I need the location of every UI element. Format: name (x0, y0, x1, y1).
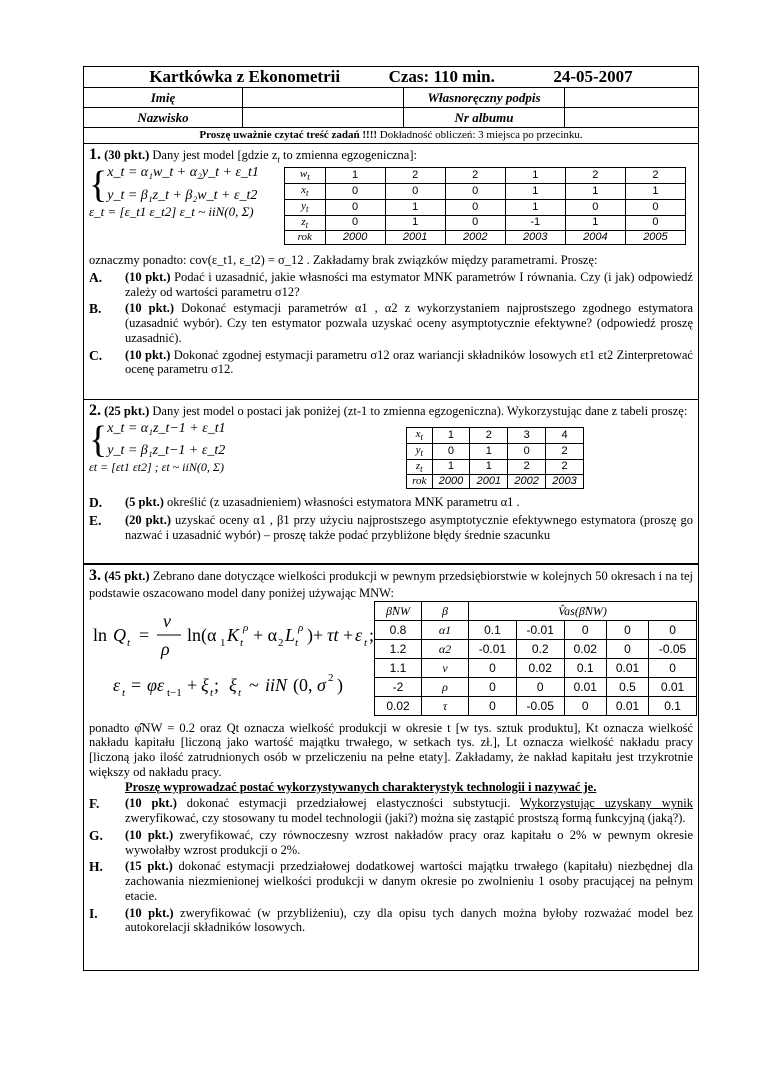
task-3-table-row (375, 639, 697, 658)
task-3-number: 3. (89, 567, 101, 585)
task-3-table-cell: 0.1 (469, 620, 517, 639)
task-3-table-cell: -2 (375, 677, 422, 696)
task-1-table-row (285, 231, 686, 245)
nazwisko-field[interactable] (243, 108, 404, 128)
task-1-table-row-label: $z_t$ (285, 215, 326, 231)
svg-text:;: ; (214, 674, 220, 695)
svg-text:t: t (295, 636, 299, 649)
task-1-table-row-label: $x_t$ (285, 183, 326, 199)
task-2-D (89, 495, 693, 511)
header-title-row (84, 67, 699, 88)
task-2-table-cell: 0 (508, 443, 546, 459)
svg-text:ρ: ρ (298, 621, 304, 634)
task-3 (83, 564, 699, 971)
task-2-table-cell: 2 (546, 443, 584, 459)
task-3-table-cell: -0.01 (516, 620, 564, 639)
imie-label: Imię (84, 88, 243, 108)
task-2-points: (25 pkt.) (104, 404, 150, 419)
task-3-table-cell: 0.1 (564, 658, 606, 677)
task-2-D-label: D. (89, 494, 103, 510)
svg-text:(0,: (0, (293, 674, 313, 695)
task-1-B-label: B. (89, 301, 102, 317)
task-3-F-text2: Wykorzystując uzyskany wynik (519, 796, 693, 811)
task-2-table-cell: 2 (546, 459, 584, 475)
exam-date: 24-05-2007 (553, 67, 633, 86)
task-1-C-points: (10 pkt.) (125, 347, 171, 362)
task-2-equations (89, 421, 226, 474)
task-2-brace: { (89, 419, 108, 462)
task-1-C-text: Dokonać zgodnej estymacji parametru σ12 oraz wariancji składników losowych εt1 εt2 Zinterpretować ocenę parametru σ12. (125, 347, 693, 377)
task-2-table-cell: 1 (470, 443, 508, 459)
task-3-col-param: β (422, 601, 469, 620)
task-3-F-text1: dokonać estymacji przedziałowej elastyczności substytucji. (186, 796, 511, 811)
task-1-table-cell: 2002 (445, 231, 505, 245)
task-3-table-cell: 0 (606, 620, 648, 639)
task-3-F-points: (10 pkt.) (125, 796, 177, 811)
task-1-A (89, 270, 693, 300)
task-3-F (89, 796, 693, 826)
task-1-table-cell: 0 (565, 199, 625, 215)
task-3-table-cell: 0 (469, 677, 517, 696)
task-3-table-cell: ν (422, 658, 469, 677)
task-1-table-cell: 2005 (625, 231, 685, 245)
task-1-C-label: C. (89, 347, 103, 363)
svg-text:+: + (187, 674, 198, 695)
svg-text:ν: ν (163, 610, 171, 631)
task-3-col-variance: V̂as(β̂NW) (469, 601, 697, 620)
task-3-H-points: (15 pkt.) (125, 859, 173, 874)
nazwisko-label: Nazwisko (84, 108, 243, 128)
task-1-eq1: x_t = α₁w_t + α₂y_t + ε_t1 (107, 165, 259, 181)
task-1-brace: { (89, 163, 108, 206)
task-3-model (89, 601, 693, 721)
task-3-table-cell: 0.01 (564, 677, 606, 696)
task-1-table-cell: 1 (565, 183, 625, 199)
task-2-table-row-label: $z_t$ (407, 459, 433, 475)
svg-text:ρ: ρ (243, 621, 249, 634)
svg-text:ε: ε (355, 624, 363, 645)
task-1-points: (30 pkt.) (104, 148, 150, 163)
task-3-table-cell: 0 (606, 639, 648, 658)
task-2-E-label: E. (89, 512, 102, 528)
task-3-table-cell: 1.1 (375, 658, 422, 677)
task-1-B-text: Dokonać estymacji parametrów α1 , α2 z wykorzystaniem najprostszego zgodnego estymatora (uzasadnić wybór). Czy ten estymator pozwala uzyskać oceny asymptotycznie efektywne? (odpowiedź proszę uzasadnić). (125, 301, 693, 345)
task-3-table-row (375, 696, 697, 715)
svg-text:K: K (227, 624, 240, 645)
task-1-table-row-label: rok (285, 231, 326, 245)
task-1-table-cell: 1 (385, 215, 445, 231)
task-1-intro-sub: t (277, 154, 280, 165)
task-1-table-cell: 0 (625, 199, 685, 215)
exam-sheet (83, 66, 699, 971)
svg-text:1: 1 (220, 636, 226, 649)
task-1-table-cell: 1 (385, 199, 445, 215)
task-2-table-cell: 2001 (470, 475, 508, 489)
task-1-table-cell: -1 (505, 215, 565, 231)
task-2-table-cell: 3 (508, 427, 546, 443)
task-2-table-cell: 1 (432, 459, 470, 475)
task-3-I-points: (10 pkt.) (125, 905, 174, 920)
svg-text:ξ: ξ (229, 674, 237, 695)
svg-text:ρ: ρ (161, 638, 170, 659)
task-3-please: Proszę wyprowadzać postać wykorzystywanych charakterystyk technologii i nazywać je. (125, 779, 597, 794)
task-1-table-row-label: $w_t$ (285, 168, 326, 184)
task-3-G-label: G. (89, 827, 103, 843)
task-3-I (89, 906, 693, 936)
task-3-model-formula (89, 603, 379, 713)
task-3-col-estimate: β̂NW (375, 601, 422, 620)
task-1-intro: Dany jest model [gdzie z (152, 148, 278, 163)
svg-text:+ α: + α (253, 624, 278, 645)
svg-text:=: = (139, 624, 150, 645)
svg-text:ln(α: ln(α (187, 624, 217, 645)
task-2-table-row (407, 427, 584, 443)
task-1-C (89, 348, 693, 378)
task-1-eq2: y_t = β₁z_t + β₂w_t + ε_t2 (107, 187, 258, 203)
task-3-table-cell: 0.5 (606, 677, 648, 696)
task-2-D-points: (5 pkt.) (125, 494, 164, 509)
task-2 (83, 400, 699, 564)
task-2-E-points: (20 pkt.) (125, 512, 172, 527)
task-1-B-points: (10 pkt.) (125, 301, 175, 316)
svg-text:): ) (337, 674, 343, 695)
task-1-table-row-label: $y_t$ (285, 199, 326, 215)
task-1-table-cell: 0 (445, 199, 505, 215)
svg-text:ε: ε (113, 674, 121, 695)
task-3-G-points: (10 pkt.) (125, 827, 174, 842)
task-3-table-cell: 0 (516, 677, 564, 696)
svg-text:τt: τt (327, 624, 339, 645)
task-1-A-points: (10 pkt.) (125, 269, 171, 284)
task-3-table-cell: 0 (469, 658, 517, 677)
task-3-G (89, 828, 693, 858)
task-3-I-text: zweryfikować (w przybliżeniu), czy dla opisu tych danych można byłoby rozważać model bez autokorelacji składników losowych. (125, 905, 693, 935)
svg-text:L: L (285, 624, 296, 645)
task-3-points: (45 pkt.) (104, 569, 150, 584)
task-1-table-cell: 2001 (385, 231, 445, 245)
task-2-table-row (407, 443, 584, 459)
task-1-table-cell: 2 (385, 168, 445, 184)
task-3-I-label: I. (89, 905, 98, 921)
task-1-table-cell: 2004 (565, 231, 625, 245)
task-1-table-cell: 2 (625, 168, 685, 184)
task-1-number: 1. (89, 146, 101, 164)
task-1-table-cell: 1 (565, 215, 625, 231)
task-3-table-cell: 0 (649, 620, 697, 639)
svg-text:~: ~ (249, 674, 259, 695)
task-3-table-cell: 0.01 (606, 696, 648, 715)
task-2-table-row (407, 475, 584, 489)
task-1-table-cell: 0 (325, 215, 385, 231)
task-3-table-cell: τ (422, 696, 469, 715)
task-3-table-row (375, 677, 697, 696)
task-3-table-cell: α2 (422, 639, 469, 658)
task-2-table-cell: 4 (546, 427, 584, 443)
imie-field[interactable] (243, 88, 404, 108)
task-2-number: 2. (89, 402, 101, 420)
task-1-table-cell: 0 (445, 183, 505, 199)
podpis-field[interactable] (565, 88, 699, 108)
task-3-table-cell: 0.02 (564, 639, 606, 658)
task-2-table-cell: 2003 (546, 475, 584, 489)
svg-text:t−1: t−1 (167, 686, 182, 699)
task-1-equations (89, 165, 259, 219)
task-1-eq3: ε_t = [ε_t1 ε_t2] ε_t ~ iiN(0, Σ) (89, 204, 254, 220)
nr-albumu-label: Nr albumu (404, 108, 565, 128)
svg-text:Q: Q (113, 624, 126, 645)
task-3-table-cell: 0.01 (649, 677, 697, 696)
task-2-table-row-label: $x_t$ (407, 427, 433, 443)
notice-bold: Proszę uważnie czytać treść zadań !!!! (199, 129, 378, 142)
task-3-table-cell: 0.8 (375, 620, 422, 639)
task-3-table-cell: 0 (469, 696, 517, 715)
task-1-after: oznaczmy ponadto: cov(ε_t1, ε_t2) = σ_12 . Zakładamy brak związków między parametrami. Proszę: (89, 253, 598, 268)
task-3-table-cell: 0.02 (516, 658, 564, 677)
svg-text:+: + (343, 624, 354, 645)
task-2-model (89, 421, 693, 493)
svg-text:t: t (240, 636, 244, 649)
svg-text:ln: ln (93, 624, 108, 645)
task-3-table-cell: -0.05 (516, 696, 564, 715)
task-2-table-row-label: rok (407, 475, 433, 489)
header-table (83, 66, 699, 128)
task-3-table-row (375, 620, 697, 639)
svg-text:t: t (238, 686, 242, 699)
task-3-table-cell: 0.2 (516, 639, 564, 658)
task-1-data-table (284, 167, 686, 245)
task-3-H (89, 859, 693, 903)
task-1-table-cell: 0 (445, 215, 505, 231)
task-3-table-row (375, 658, 697, 677)
task-1-table-cell: 1 (505, 168, 565, 184)
task-3-table-cell: 0.01 (606, 658, 648, 677)
task-1-table-cell: 2000 (325, 231, 385, 245)
task-1-A-text: Podać i uzasadnić, jakie własności ma estymator MNK parametrów I równania. Czy (i jak) odpowiedź zależy od wartości parametru σ12? (125, 269, 693, 299)
task-1-table-cell: 1 (505, 183, 565, 199)
task-2-E (89, 513, 693, 543)
svg-text:;: ; (369, 624, 375, 645)
task-3-table-cell: 0 (564, 620, 606, 639)
task-2-intro: Dany jest model o postaci jak poniżej (zt-1 to zmienna egzogeniczna). Wykorzystując dane z tabeli proszę: (152, 404, 688, 419)
task-2-table-cell: 2 (470, 427, 508, 443)
task-3-table-cell: 0.02 (375, 696, 422, 715)
task-3-G-text: zweryfikować, czy równoczesny wzrost nakładów pracy oraz kapitału o 2% w pewnym okresie wywołałby wzrost produkcji o 2%. (125, 827, 693, 857)
svg-text:t: t (364, 636, 368, 649)
svg-text:ξ: ξ (201, 674, 209, 695)
task-2-D-text: określić (z uzasadnieniem) własności estymatora MNK parametru α1 . (167, 494, 520, 509)
task-2-eq2: y_t = β₁z_t−1 + ε_t2 (107, 443, 226, 459)
task-3-table-cell: α1 (422, 620, 469, 639)
svg-text:t: t (122, 686, 126, 699)
task-3-table-cell: 0 (564, 696, 606, 715)
svg-text:)+: )+ (307, 624, 324, 645)
exam-title: Kartkówka z Ekonometrii (149, 67, 341, 86)
task-3-F-label: F. (89, 796, 100, 812)
task-3-after: ponadto φ̂NW = 0.2 oraz Qt oznacza wielkość produkcji w okresie t [w tys. sztuk produktu], Kt oznacza wielkość nakładu kapitału [liczoną jako wartość majątku trwałego, w setkach tys. zł.], Lt oznacza wielkość nakładu pracy [liczoną jako ilość zatrudnionych osób w przeliczeniu na pełne etaty]. Zakładamy, że nakład kapitału jest trzykrotnie większy od nakładu pracy. (89, 720, 693, 779)
task-3-table-cell: -0.05 (649, 639, 697, 658)
task-1-table-cell: 2 (445, 168, 505, 184)
task-2-table-cell: 0 (432, 443, 470, 459)
task-1-table-row (285, 183, 686, 199)
task-1-table-cell: 1 (625, 183, 685, 199)
task-2-E-text: uzyskać oceny α1 , β1 przy użyciu najprostszego asymptotycznie efektywnego estymatora (proszę go nazwać i uzasadnić wybór) – proszę także podać przybliżone błędy średnie szacunku (125, 512, 693, 542)
task-1-B (89, 301, 693, 345)
task-2-table-row-label: $y_t$ (407, 443, 433, 459)
task-3-intro: Zebrano dane dotyczące wielkości produkcji w pewnym przedsiębiorstwie w kolejnych 50 okresach i na tej podstawie oszacowano model dany poniżej używając MNW: (89, 569, 693, 600)
task-1-table-cell: 2003 (505, 231, 565, 245)
task-3-table-cell: 1.2 (375, 639, 422, 658)
task-1-table-cell: 1 (325, 168, 385, 184)
task-1-table-cell: 0 (625, 215, 685, 231)
task-1-model (89, 165, 693, 249)
task-3-table-cell: 0 (649, 658, 697, 677)
task-3-table-cell: ρ (422, 677, 469, 696)
task-2-table-cell: 2002 (508, 475, 546, 489)
task-2-table-cell: 2 (508, 459, 546, 475)
notice-rest: Dokładność obliczeń: 3 miejsca po przecinku. (379, 129, 583, 142)
task-1-intro-end: to zmienna egzogeniczna]: (283, 148, 417, 163)
svg-text:2: 2 (278, 636, 284, 649)
svg-text:2: 2 (328, 671, 334, 684)
task-3-table-cell: -0.01 (469, 639, 517, 658)
task-2-eq3: εt = [εt1 εt2] ; εt ~ iiN(0, Σ) (89, 459, 224, 474)
svg-text:t: t (127, 636, 131, 649)
task-3-H-label: H. (89, 859, 103, 875)
task-3-covariance-table (374, 601, 697, 716)
svg-text:φε: φε (147, 674, 165, 695)
task-3-F-text3: zweryfikować, czy stosowany tu model technologii (jaki?) można się zastąpić prostszą formą funkcyjną (jaką?). (125, 811, 686, 826)
podpis-label: Własnoręczny podpis (404, 88, 565, 108)
task-1-table-cell: 0 (325, 183, 385, 199)
task-1-table-cell: 0 (325, 199, 385, 215)
svg-text:t: t (210, 686, 214, 699)
svg-text:=: = (131, 674, 142, 695)
task-3-H-text: dokonać estymacji przedziałowej dodatkowej wartości majątku trwałego (kapitału) niezbędnej dla zachowania niezmienionej wielkości produkcji w danym okresie po zwolnieniu 1 osoby pracującej na pełnym etacie. (125, 859, 693, 903)
notice-row (83, 128, 699, 144)
task-2-table-cell: 1 (432, 427, 470, 443)
task-2-data-table (406, 427, 584, 489)
nr-albumu-field[interactable] (565, 108, 699, 128)
task-1-table-cell: 2 (565, 168, 625, 184)
task-1-table-row (285, 168, 686, 184)
task-2-eq1: x_t = α₁z_t−1 + ε_t1 (107, 420, 226, 436)
task-1-table-row (285, 199, 686, 215)
task-2-table-cell: 2000 (432, 475, 470, 489)
task-1-table-cell: 1 (505, 199, 565, 215)
task-3-table-cell: 0.1 (649, 696, 697, 715)
task-1-table-row (285, 215, 686, 231)
task-2-table-cell: 1 (470, 459, 508, 475)
task-2-table-row (407, 459, 584, 475)
task-1-A-label: A. (89, 269, 103, 285)
exam-time: Czas: 110 min. (388, 67, 495, 86)
task-1-table-cell: 0 (385, 183, 445, 199)
task-1 (83, 144, 699, 400)
svg-text:iiN: iiN (265, 674, 288, 695)
svg-text:σ: σ (317, 674, 326, 695)
